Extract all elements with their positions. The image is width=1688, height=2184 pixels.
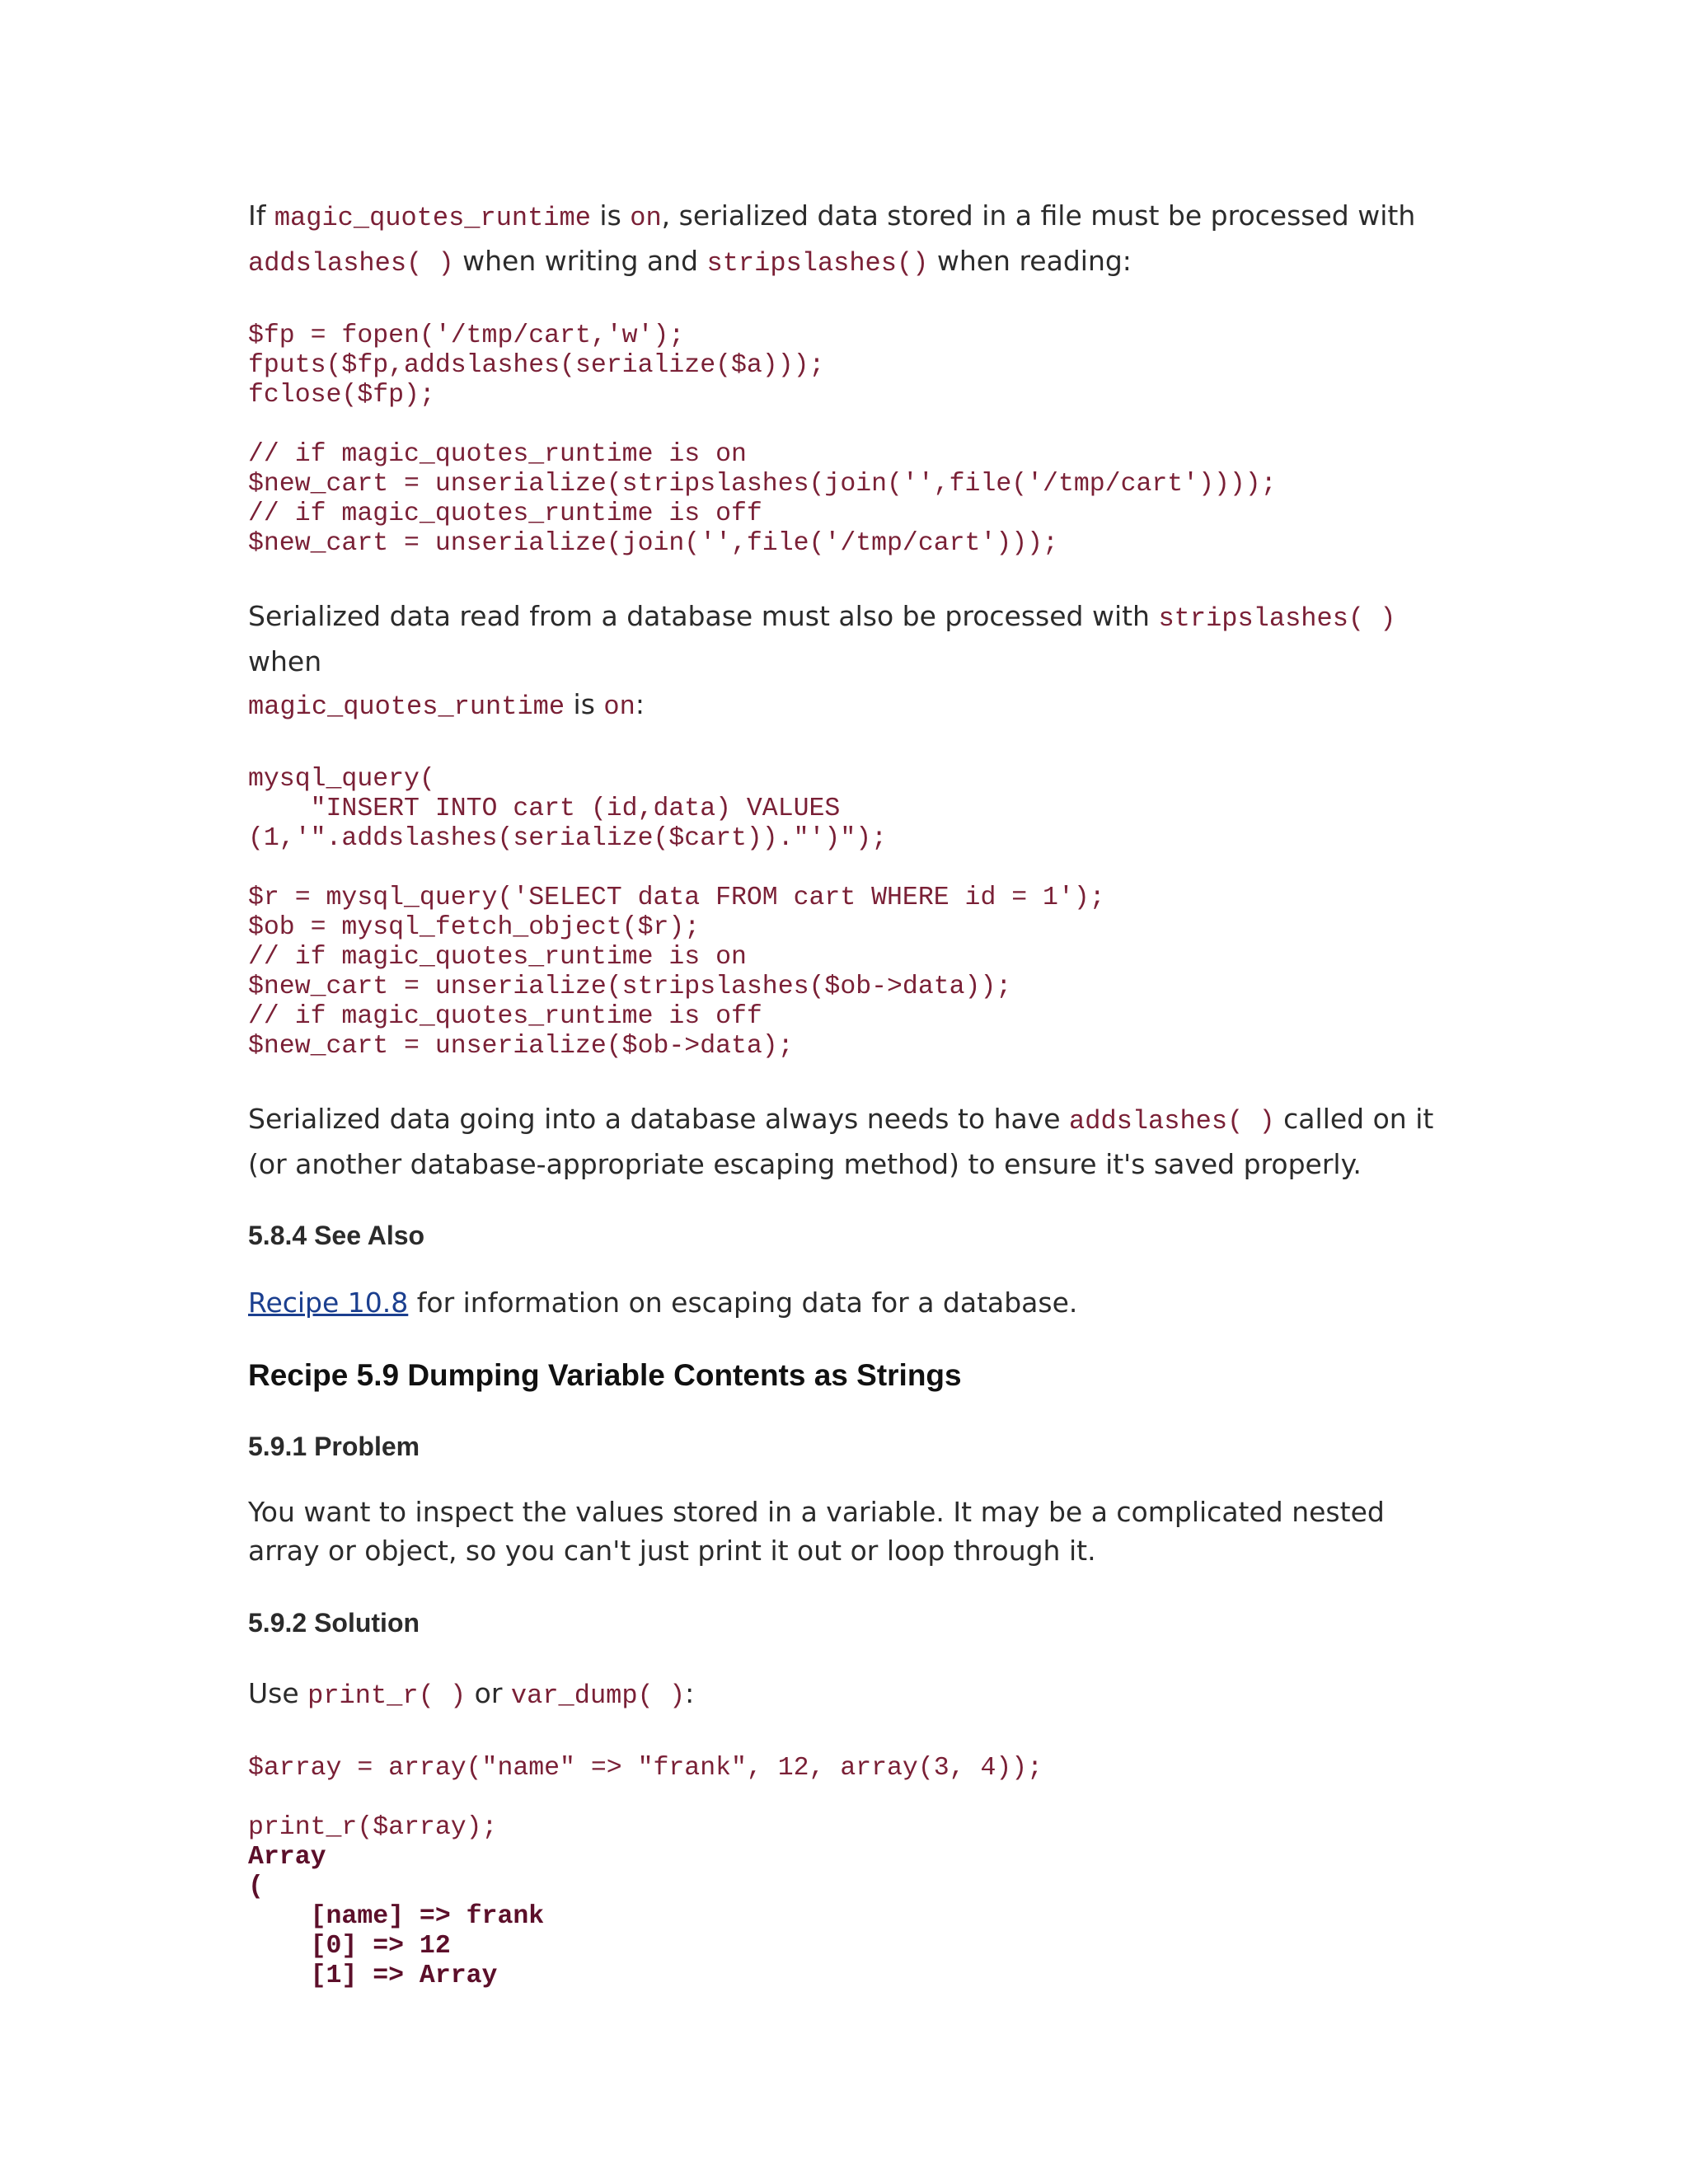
- inline-code: addslashes( ): [248, 248, 454, 279]
- document-page: [248, 194, 1435, 1991]
- inline-code: on: [630, 203, 662, 233]
- code-block-array: $array = array("name" => "frank", 12, array(3, 4));: [248, 1754, 1043, 1783]
- recipe-title: Recipe 5.9 Dumping Variable Contents as Strings: [248, 1358, 962, 1392]
- code-block-file-write: $fp = fopen('/tmp/cart,'w'); fputs($fp,addslashes(serialize($a))); fclose($fp);: [248, 321, 825, 410]
- text: Use: [248, 1677, 308, 1709]
- text: or: [466, 1677, 511, 1709]
- recipe-10-8-link[interactable]: Recipe 10.8: [248, 1286, 409, 1319]
- inline-code: magic_quotes_runtime: [274, 203, 591, 233]
- intro-paragraph: [248, 194, 1435, 285]
- db-paragraph: [248, 595, 1435, 729]
- text: :: [685, 1677, 695, 1709]
- see-also-paragraph: [248, 1282, 1435, 1324]
- text: Serialized data going into a database always needs to have: [248, 1103, 1070, 1135]
- code-block-file-read: // if magic_quotes_runtime is on $new_cart = unserialize(stripslashes(join('',file('/tmp/cart')))); // if magic_quotes_runtime is off $new_cart = unserialize(join('',file('/tmp/cart')));: [248, 440, 1277, 558]
- code-block-print-r: print_r($array);: [248, 1813, 498, 1842]
- code-block-db-select: $r = mysql_query('SELECT data FROM cart WHERE id = 1'); $ob = mysql_fetch_object($r); // if magic_quotes_runtime is on $new_cart = unserialize(stripslashes($ob->data)); // if magic_quotes_runtime is off $new_cart = unserialize($ob->data);: [248, 883, 1105, 1061]
- text: when: [248, 645, 322, 677]
- inline-code: stripslashes(): [706, 248, 929, 279]
- inline-code: print_r( ): [307, 1680, 467, 1711]
- inline-code: on: [603, 691, 635, 722]
- inline-code: addslashes( ): [1069, 1106, 1275, 1137]
- problem-heading: 5.9.1 Problem: [248, 1432, 420, 1461]
- code-block-db-insert: mysql_query( "INSERT INTO cart (id,data) VALUES (1,'".addslashes(serialize($cart))."')");: [248, 765, 888, 853]
- solution-heading: 5.9.2 Solution: [248, 1608, 420, 1638]
- text: when writing and: [453, 245, 707, 277]
- always-paragraph: [248, 1098, 1435, 1186]
- text: is: [565, 688, 604, 720]
- text: when reading:: [928, 245, 1132, 277]
- code-block-output: Array ( [name] => frank [0] => 12 [1] => Array: [248, 1843, 545, 1990]
- see-also-heading: 5.8.4 See Also: [248, 1221, 425, 1250]
- text: is: [590, 199, 631, 232]
- solution-paragraph: [248, 1672, 1435, 1718]
- text: If: [248, 199, 274, 232]
- inline-code: magic_quotes_runtime: [248, 691, 565, 722]
- text: :: [635, 688, 645, 720]
- inline-code: var_dump( ): [510, 1680, 686, 1711]
- text: , serialized data stored in a file must be processed with: [661, 199, 1416, 232]
- text: Serialized data read from a database must also be processed with: [248, 600, 1159, 632]
- text: for information on escaping data for a database.: [408, 1286, 1078, 1319]
- text: called on it (or another database-appropriate escaping method) to ensure it's saved properly.: [248, 1103, 1434, 1180]
- problem-paragraph: You want to inspect the values stored in a variable. It may be a complicated nested array or object, so you can't just print it out or loop through it.: [248, 1496, 1385, 1567]
- inline-code: stripslashes( ): [1158, 603, 1396, 634]
